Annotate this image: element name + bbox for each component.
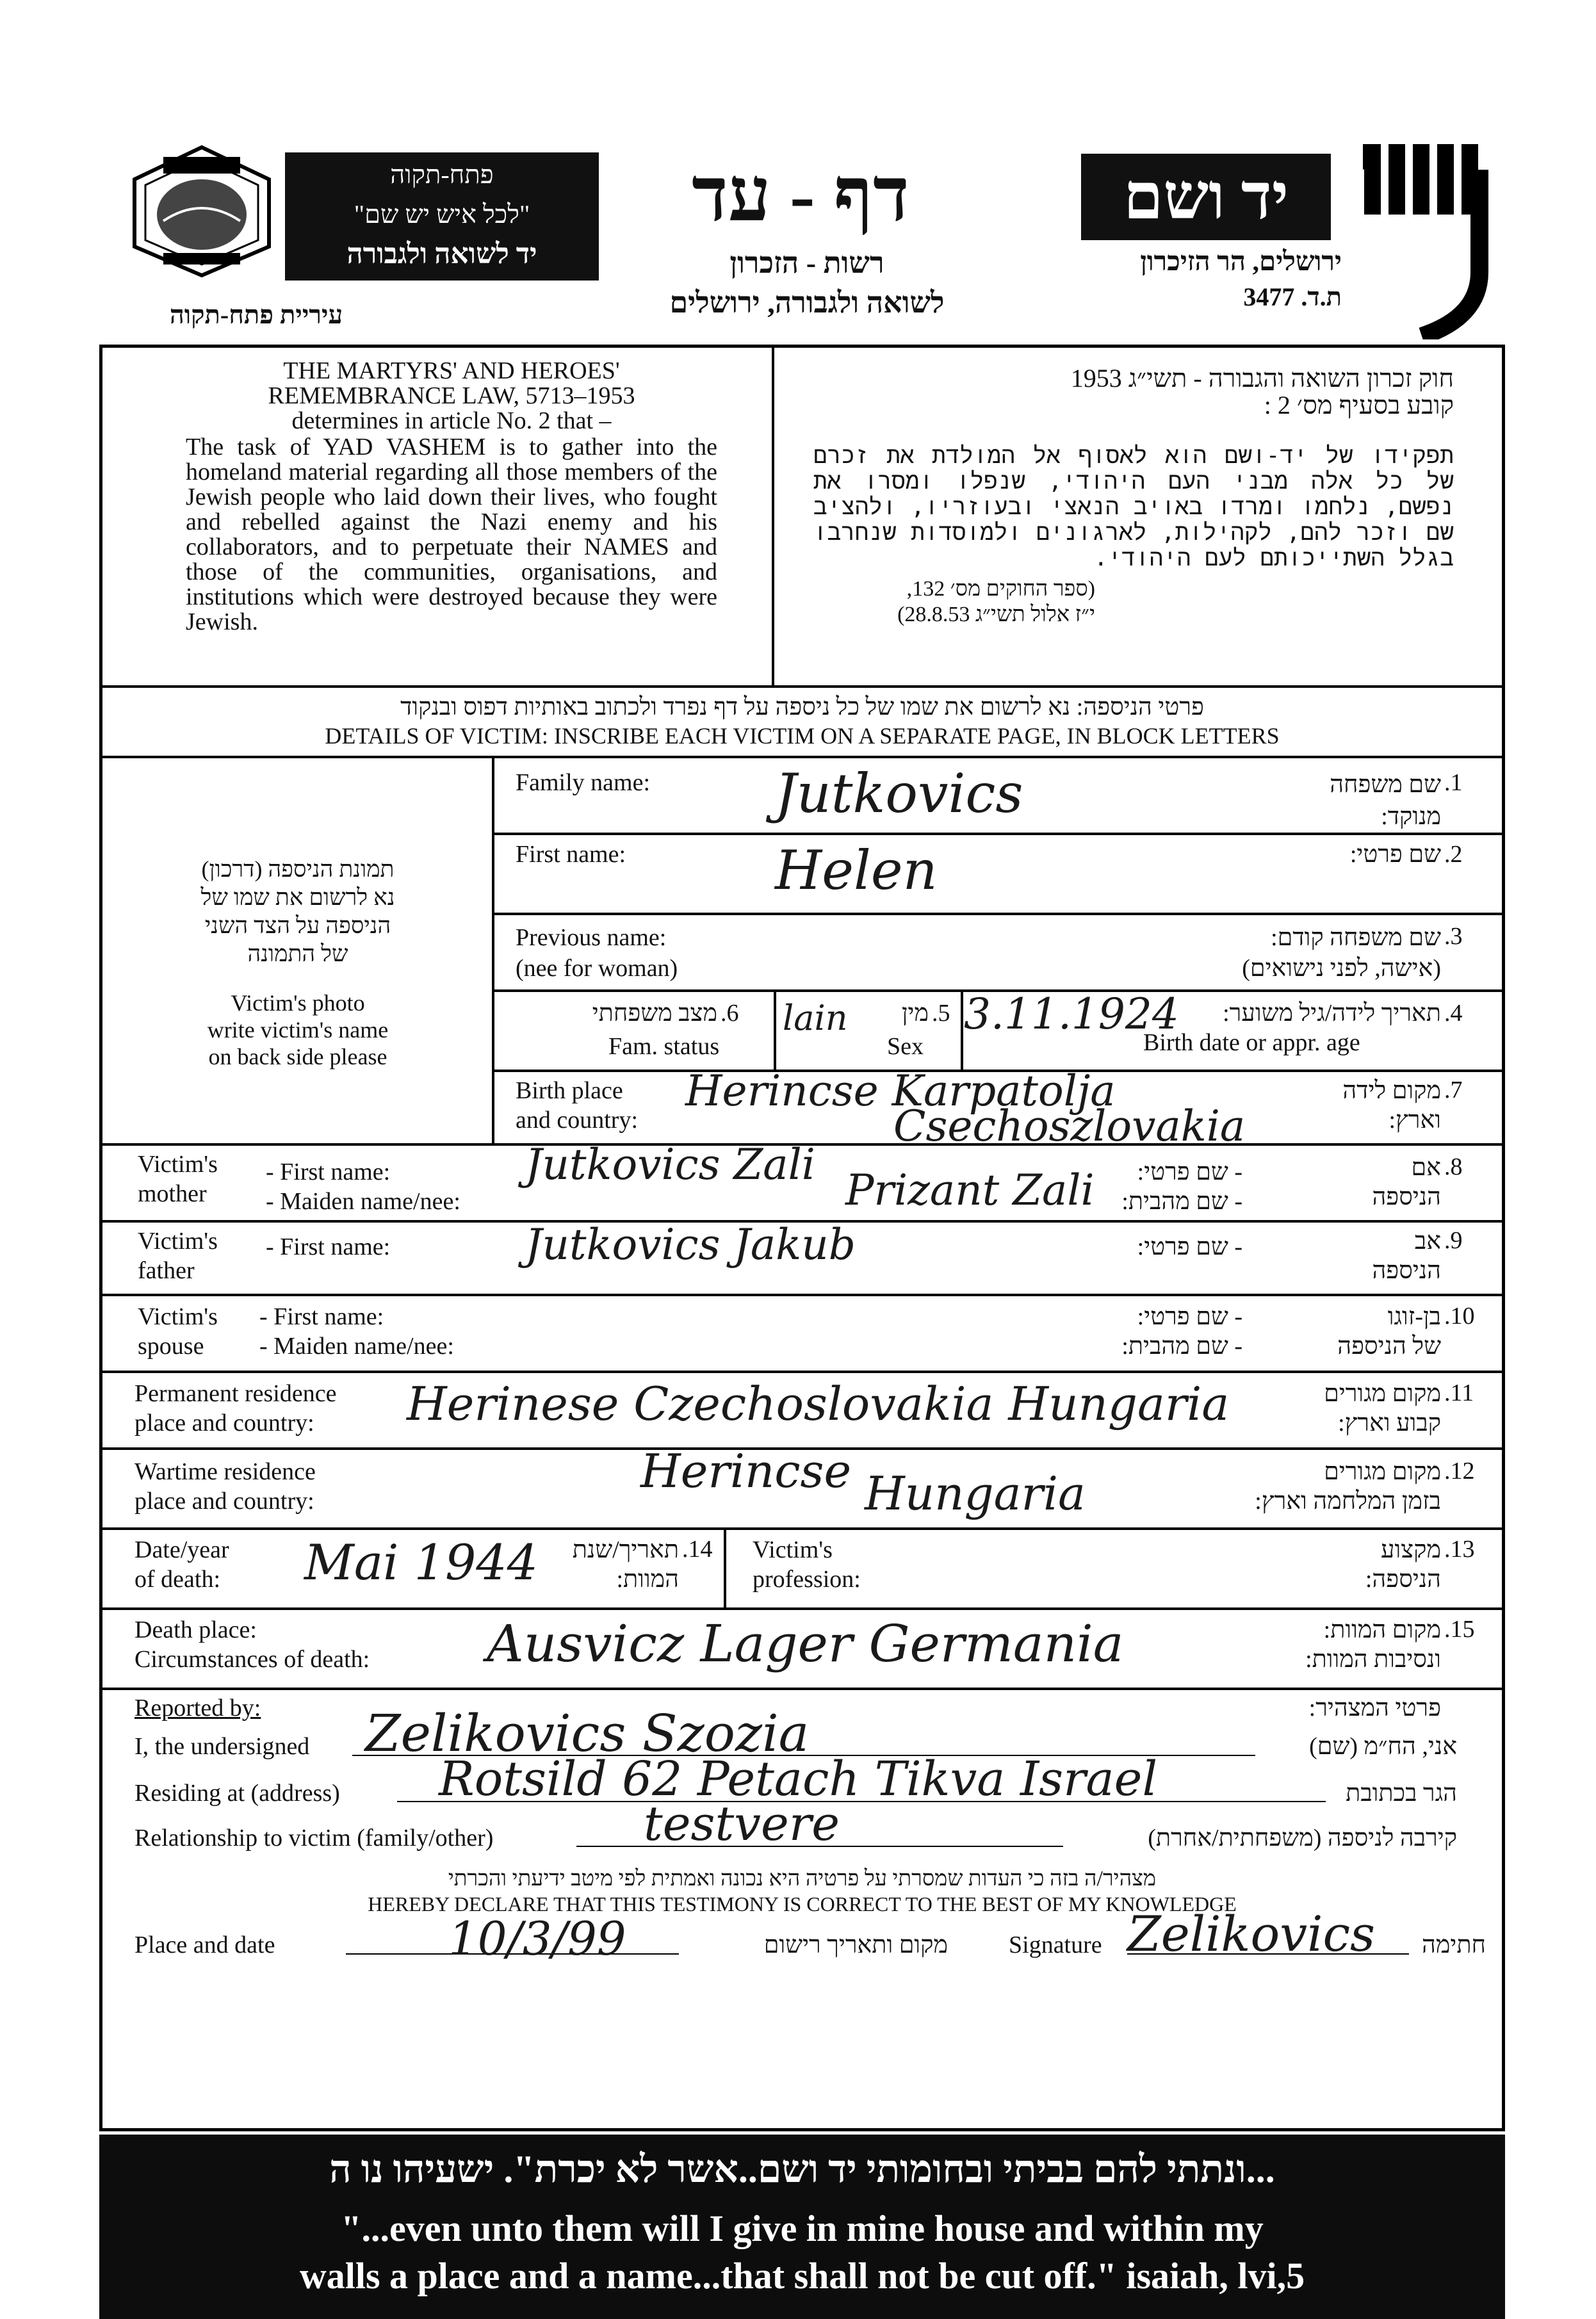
reported-by-label-hebrew: פרטי המצהיר: [1308, 1695, 1441, 1721]
label-line: אם [1411, 1154, 1441, 1181]
sex-label: Sex [887, 1033, 924, 1060]
sex-label-hebrew: מין [901, 1000, 929, 1027]
birth-date-value: 3.11.1924 [964, 989, 1179, 1039]
divider [99, 756, 1505, 758]
authority-line: רשות - הזכרון [729, 247, 884, 279]
divider [492, 913, 1505, 915]
label-line: father [138, 1257, 195, 1284]
death-place-label-hebrew [1249, 1615, 1441, 1674]
divider [774, 989, 776, 1070]
mother-maiden-name-value: Prizant Zali [845, 1166, 1095, 1215]
label-line: של הניספה [1337, 1333, 1441, 1360]
mother-label [138, 1150, 218, 1208]
birth-date-label-hebrew: תאריך לידה/גיל משוער: [1223, 1000, 1441, 1027]
first-name-value: Helen [775, 839, 938, 902]
place-date-value: 10/3/99 [448, 1912, 626, 1965]
municipality-label: עיריית פתח-תקוה [169, 300, 343, 329]
divider [492, 833, 1505, 835]
fam-status-label-hebrew: מצב משפחתי [592, 1000, 717, 1027]
label-line: - שם מהבית: [1121, 1188, 1242, 1215]
divider [99, 1371, 1505, 1373]
label-line: קבוע וארץ: [1338, 1410, 1441, 1436]
field-number: .9 [1444, 1227, 1463, 1254]
war-residence-label [134, 1457, 316, 1516]
label-line: מנוקד: [1381, 803, 1441, 830]
war-residence-value-line1: Herincse [640, 1444, 852, 1498]
field-number: .14 [682, 1536, 713, 1563]
label-line: ונסיבות המוות: [1305, 1646, 1441, 1673]
field-number: .8 [1444, 1153, 1463, 1180]
label-line: Birth place [516, 1077, 623, 1104]
divider [99, 685, 1505, 688]
law-title-line: determines in article No. 2 that – [291, 407, 612, 434]
address-line: ירושלים, הר הזיכרון [1140, 247, 1342, 277]
first-name-label: First name: [516, 841, 626, 868]
spouse-label [138, 1302, 218, 1361]
verse-line: "...even unto them will I give in mine house and within my [341, 2208, 1264, 2249]
label-line: - שם פרטי: [1137, 1159, 1242, 1185]
father-label [138, 1226, 218, 1285]
profession-label [753, 1535, 861, 1594]
photo-instructions-hebrew [115, 855, 480, 968]
mother-first-name-value: Jutkovics Zali [525, 1140, 815, 1189]
law-body: תפקידו של יד-ושם הוא לאסוף אל המולדת את זכרם של כל אלה מבני העם היהודי, שנפלו ומסרו את נפשם, נלחמו ומרדו באויב הנאצי ובעוזריו, ולהציב שם וזכר להם, לקהילות, לארגונים ולמוסדות שנחרבו בגלל השתייכותם לעם היהודי. [813, 443, 1454, 571]
divider [99, 1607, 1505, 1610]
family-name-label-hebrew [1217, 769, 1441, 833]
father-label-hebrew [1281, 1226, 1441, 1285]
field-number: .3 [1444, 923, 1463, 950]
label-line: - שם פרטי: [1137, 1303, 1242, 1330]
photo-line: on back side please [208, 1044, 387, 1070]
divider [724, 1527, 726, 1607]
photo-instructions-english [115, 989, 480, 1070]
birth-place-value-line2: Csechoszlovakia [893, 1102, 1246, 1151]
label-line: הניספה: [1365, 1566, 1441, 1593]
place-date-label: Place and date [134, 1932, 275, 1958]
label-line: - Maiden name/nee: [266, 1188, 460, 1215]
divider [772, 345, 774, 685]
birth-date-label: Birth date or appr. age [1143, 1029, 1360, 1056]
label-line: מקום מגורים [1324, 1380, 1441, 1407]
place-date-label-hebrew: מקום ותאריך רישום [763, 1932, 948, 1958]
relationship-label-hebrew: קירבה לניספה (משפחתית/אחרת) [1148, 1825, 1457, 1851]
declaration-hebrew: מצהיר/ה בזה כי העדות שמסרתי על פרטיה היא נכונה ואמתית לפי מיטב ידיעתי והכרתי [448, 1867, 1157, 1891]
previous-name-label-hebrew [1121, 922, 1441, 984]
field-number: .10 [1444, 1303, 1475, 1330]
address-label-hebrew: הגר בכתובת [1346, 1780, 1457, 1807]
law-body: The task of YAD VASHEM is to gather into the homeland material regarding all those members of the Jewish people who laid down their lives, who fought and rebelled against the Nazi enemy and his collaborators, and to perpetuate their NAMES and those of the communities, organisations, and institutions which were destroyed because they were Jewish. [186, 434, 717, 635]
spouse-sub-labels [259, 1302, 454, 1361]
label-line: Wartime residence [134, 1458, 316, 1485]
verse-footer [99, 2135, 1505, 2319]
undersigned-value: Zelikovics Szozia [365, 1704, 810, 1763]
label-line: מקום מגורים [1324, 1458, 1441, 1485]
relationship-value: testvere [644, 1796, 840, 1851]
field-number: .6 [721, 1000, 739, 1027]
spouse-sub-labels-hebrew [1089, 1302, 1242, 1361]
divider [492, 756, 494, 1143]
verse-english [99, 2205, 1505, 2300]
undersigned-label-hebrew: אני, הח״מ (שם) [1309, 1733, 1457, 1760]
banner-line: "לכל איש יש שם" [354, 200, 530, 229]
law-text-english [186, 359, 717, 635]
field-number: .5 [932, 1000, 950, 1027]
law-title-line: THE MARTYRS' AND HEROES' [283, 357, 620, 384]
perm-residence-label [134, 1379, 336, 1438]
spouse-label-hebrew [1255, 1302, 1441, 1361]
label-line: מקצוע [1381, 1536, 1441, 1563]
field-number: .12 [1444, 1458, 1475, 1485]
label-line: מקום המוות: [1323, 1616, 1441, 1643]
details-header-english: DETAILS OF VICTIM: INSCRIBE EACH VICTIM ON A SEPARATE PAGE, IN BLOCK LETTERS [325, 723, 1280, 749]
authority-line: לשואה ולגבורה, ירושלים [669, 286, 945, 319]
field-number: .1 [1444, 769, 1463, 796]
yad-vashem-logo-icon [1351, 144, 1499, 339]
death-date-label [134, 1535, 229, 1594]
profession-label-hebrew [1281, 1535, 1441, 1594]
field-number: .11 [1444, 1379, 1474, 1406]
label-line: Victim's [753, 1536, 833, 1563]
mother-sub-labels [266, 1157, 460, 1216]
signature-label-hebrew: חתימה [1421, 1932, 1486, 1958]
label-line: of death: [134, 1566, 221, 1593]
death-place-label [134, 1615, 370, 1674]
label-line: Victim's [138, 1151, 218, 1178]
photo-line: של התמונה [247, 941, 348, 966]
birth-place-label-hebrew [1281, 1076, 1441, 1135]
label-line: mother [138, 1180, 207, 1207]
po-box: ת.ד. 3477 [1243, 282, 1342, 311]
photo-line: נא לרשום את שמו של [200, 884, 395, 910]
family-name-label: Family name: [516, 769, 651, 796]
field-number: .13 [1444, 1536, 1475, 1563]
reported-by-label: Reported by: [134, 1695, 261, 1721]
label-line: תאריך/שנת [572, 1536, 679, 1563]
mother-label-hebrew [1281, 1153, 1441, 1212]
signature-value: Zelikovics [1127, 1905, 1376, 1962]
photo-line: תמונת הניספה (דרכון) [201, 856, 395, 882]
birth-place-value-line1: Herincse Karpatolja [685, 1066, 1116, 1116]
father-sub-label: - First name: [266, 1233, 391, 1260]
label-line: בן-זוגו [1387, 1303, 1441, 1330]
verse-line: walls a place and a name...that shall not be cut off." isaiah, lvi,5 [299, 2255, 1305, 2297]
field-number: .15 [1444, 1616, 1475, 1643]
declaration-english: HEREBY DECLARE THAT THIS TESTIMONY IS CORRECT TO THE BEST OF MY KNOWLEDGE [368, 1892, 1237, 1916]
photo-line: Victim's photo [231, 990, 365, 1016]
divider [99, 1688, 1505, 1690]
divider [961, 989, 963, 1070]
label-line: שם משפחה [1330, 771, 1441, 798]
label-line: וארץ: [1388, 1107, 1441, 1134]
verse-hebrew: ...ונתתי להם בביתי ובחומותי יד ושם..אשר לא יכרת". ישעיהו נו ה [329, 2148, 1275, 2190]
label-line: אב [1414, 1228, 1441, 1255]
law-title-line: קובע בסעיף מס׳ 2 : [1264, 391, 1454, 419]
label-line: Previous name: [516, 924, 667, 951]
label-line: הניספה [1372, 1184, 1441, 1210]
photo-line: הניספה על הצד השני [204, 913, 391, 938]
label-line: spouse [138, 1333, 204, 1360]
label-line: Death place: [134, 1616, 257, 1643]
relationship-label: Relationship to victim (family/other) [134, 1825, 494, 1851]
address-label: Residing at (address) [134, 1780, 340, 1807]
label-line: and country: [516, 1107, 639, 1134]
label-line: - Maiden name/nee: [259, 1333, 454, 1360]
label-line: הניספה [1372, 1257, 1441, 1284]
divider [99, 1527, 1505, 1530]
label-line: בזמן המלחמה וארץ: [1255, 1488, 1441, 1515]
death-date-label-hebrew [538, 1535, 679, 1594]
law-text-hebrew [813, 365, 1454, 628]
label-line: - שם מהבית: [1121, 1333, 1242, 1360]
yad-vashem-banner: יד ושם [1081, 154, 1331, 240]
first-name-label-hebrew: שם פרטי: [1349, 841, 1441, 868]
field-number: .4 [1444, 1000, 1463, 1027]
label-line: המוות: [616, 1566, 679, 1593]
law-title-line: REMEMBRANCE LAW, 5713–1953 [268, 382, 635, 409]
undersigned-label: I, the undersigned [134, 1733, 310, 1760]
death-date-value: Mai 1944 [304, 1534, 539, 1591]
war-residence-value-line2: Hungaria [865, 1467, 1086, 1520]
father-first-name-value: Jutkovics Jakub [525, 1220, 856, 1269]
law-title-line: חוק זכרון השואה והגבורה - תשי״ג 1953 [1070, 364, 1454, 393]
mother-sub-labels-hebrew [1089, 1157, 1242, 1216]
previous-name-label [516, 922, 678, 984]
label-line: שם משפחה קודם: [1271, 924, 1441, 951]
label-line: Date/year [134, 1536, 229, 1563]
field-number: .2 [1444, 841, 1463, 868]
authority-name [602, 243, 1012, 323]
label-line: - First name: [266, 1159, 391, 1185]
field-number: .7 [1444, 1077, 1463, 1103]
label-line: Victim's [138, 1228, 218, 1255]
banner-line: יד לשואה ולגבורה [346, 238, 537, 270]
label-line: - First name: [259, 1303, 384, 1330]
address-value: Rotsild 62 Petach Tikva Israel [439, 1752, 1158, 1807]
war-residence-label-hebrew [1172, 1457, 1441, 1516]
law-source-line: (ספר החוקים מס׳ 132, [906, 577, 1095, 601]
label-line: Permanent residence [134, 1380, 337, 1407]
sex-value: lain [783, 998, 848, 1038]
birth-place-label [516, 1076, 638, 1135]
divider [99, 1294, 1505, 1296]
father-sub-label-hebrew: - שם פרטי: [1137, 1233, 1242, 1260]
label-line: Circumstances of death: [134, 1646, 370, 1673]
law-source-line: י״ז אלול תשי״ג 28.8.53) [897, 603, 1095, 626]
perm-residence-value: Herinese Czechoslovakia Hungaria [407, 1377, 1230, 1431]
details-header-hebrew: פרטי הניספה: נא לרשום את שמו של כל ניספה על דף נפרד ולכתוב באותיות דפוס ובנקוד [400, 694, 1204, 720]
perm-residence-label-hebrew [1249, 1379, 1441, 1438]
family-name-value: Jutkovics [775, 762, 1023, 825]
label-line: (אישה, לפני נישואים) [1242, 955, 1441, 982]
banner-line: פתח-תקוה [390, 160, 494, 189]
label-line: place and country: [134, 1488, 314, 1515]
label-line: מקום לידה [1342, 1077, 1441, 1104]
page-title: דף - עד [692, 153, 909, 237]
label-line: (nee for woman) [516, 955, 678, 982]
photo-line: write victim's name [207, 1017, 389, 1043]
death-place-value: Ausvicz Lager Germania [487, 1614, 1124, 1673]
petah-tikva-banner [285, 152, 599, 281]
label-line: Victim's [138, 1303, 218, 1330]
label-line: profession: [753, 1566, 861, 1593]
signature-label: Signature [1009, 1932, 1102, 1958]
fam-status-label: Fam. status [608, 1033, 720, 1060]
petah-tikva-seal-icon [125, 144, 279, 279]
label-line: place and country: [134, 1410, 314, 1436]
